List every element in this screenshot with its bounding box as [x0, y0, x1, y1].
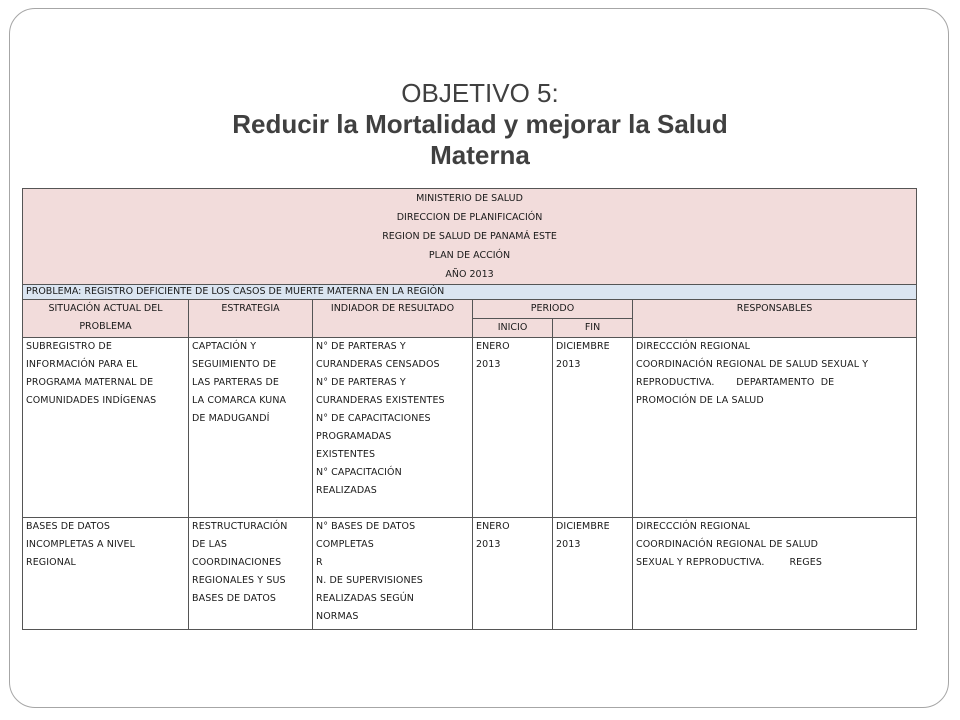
- cell-start: [473, 338, 553, 518]
- table-row: [23, 338, 917, 518]
- cell-line: INCOMPLETAS A NIVEL: [26, 539, 135, 550]
- cell-line: SUBREGISTRO DE: [26, 341, 112, 352]
- cell-situation: [23, 518, 189, 630]
- cell-line: REGIONAL: [26, 557, 76, 568]
- column-situation-line1: SITUACIÓN ACTUAL DEL: [48, 303, 163, 314]
- column-strategy: ESTRATEGIA: [189, 300, 313, 338]
- slide-title: [0, 78, 960, 171]
- cell-line: N° DE CAPACITACIONES: [316, 413, 431, 424]
- cell-line: DIRECCCIÓN REGIONAL: [636, 521, 751, 532]
- cell-line: N° DE PARTERAS Y: [316, 341, 406, 352]
- cell-line: REPRODUCTIVA. DEPARTAMENTO DE: [636, 377, 835, 388]
- cell-line: ENERO: [476, 521, 510, 532]
- cell-line: N° DE PARTERAS Y: [316, 377, 406, 388]
- cell-line: 2013: [556, 359, 581, 370]
- cell-line: REALIZADAS: [316, 485, 377, 496]
- cell-strategy: [189, 338, 313, 518]
- cell-line: DICIEMBRE: [556, 341, 610, 352]
- title-objective: OBJETIVO 5:: [401, 78, 559, 108]
- cell-end: [553, 518, 633, 630]
- cell-line: REALIZADAS SEGÚN: [316, 593, 414, 604]
- cell-line: R: [316, 557, 323, 568]
- cell-line: N° CAPACITACIÓN: [316, 467, 402, 478]
- cell-line: N° BASES DE DATOS: [316, 521, 416, 532]
- cell-line: N. DE SUPERVISIONES: [316, 575, 423, 586]
- header-direction: DIRECCION DE PLANIFICACIÓN: [396, 212, 543, 223]
- cell-line: 2013: [556, 539, 581, 550]
- cell-line: REGIONALES Y SUS: [192, 575, 286, 586]
- cell-line: LAS PARTERAS DE: [192, 377, 279, 388]
- cell-line: COORDINACIÓN REGIONAL DE SALUD: [636, 539, 819, 550]
- table-row: [23, 518, 917, 630]
- table-header-block: [23, 189, 917, 285]
- title-line-2: Reducir la Mortalidad y mejorar la Salud: [232, 109, 728, 139]
- cell-line: CURANDERAS CENSADOS: [316, 359, 440, 370]
- cell-line: DIRECCCIÓN REGIONAL: [636, 341, 751, 352]
- cell-line: PROGRAMA MATERNAL DE: [26, 377, 154, 388]
- cell-line: BASES DE DATOS: [26, 521, 111, 532]
- cell-line: LA COMARCA KUNA: [192, 395, 287, 406]
- cell-responsible: [633, 338, 917, 518]
- cell-responsible: [633, 518, 917, 630]
- cell-strategy: [189, 518, 313, 630]
- cell-line: PROGRAMADAS: [316, 431, 392, 442]
- cell-line: PROMOCIÓN DE LA SALUD: [636, 395, 764, 406]
- column-period: PERIODO: [473, 300, 633, 319]
- cell-line: COORDINACIONES: [192, 557, 282, 568]
- cell-line: ENERO: [476, 341, 510, 352]
- header-plan: PLAN DE ACCIÓN: [428, 250, 511, 261]
- cell-line: CURANDERAS EXISTENTES: [316, 395, 445, 406]
- problem-statement: PROBLEMA: REGISTRO DEFICIENTE DE LOS CASOS DE MUERTE MATERNA EN LA REGIÓN: [23, 285, 917, 300]
- cell-indicator: [313, 518, 473, 630]
- header-year: AÑO 2013: [445, 269, 494, 280]
- cell-start: [473, 518, 553, 630]
- cell-line: DE LAS: [192, 539, 227, 550]
- cell-line: 2013: [476, 539, 501, 550]
- cell-line: 2013: [476, 359, 501, 370]
- cell-line: DE MADUGANDÍ: [192, 413, 270, 424]
- column-situation-line2: PROBLEMA: [79, 321, 132, 332]
- cell-line: BASES DE DATOS: [192, 593, 277, 604]
- cell-line: NORMAS: [316, 611, 359, 622]
- cell-line: RESTRUCTURACIÓN: [192, 521, 288, 532]
- cell-line: DICIEMBRE: [556, 521, 610, 532]
- cell-end: [553, 338, 633, 518]
- cell-situation: [23, 338, 189, 518]
- action-plan-table: [22, 188, 917, 630]
- cell-line: INFORMACIÓN PARA EL: [26, 359, 138, 370]
- cell-line: COMUNIDADES INDÍGENAS: [26, 395, 157, 406]
- cell-line: SEXUAL Y REPRODUCTIVA. REGES: [636, 557, 822, 568]
- cell-line: COORDINACIÓN REGIONAL DE SALUD SEXUAL Y: [636, 359, 869, 370]
- column-indicator: INDIADOR DE RESULTADO: [313, 300, 473, 338]
- cell-line: SEGUIMIENTO DE: [192, 359, 277, 370]
- column-responsible: RESPONSABLES: [633, 300, 917, 338]
- cell-line: EXISTENTES: [316, 449, 376, 460]
- header-region: REGION DE SALUD DE PANAMÁ ESTE: [382, 231, 557, 242]
- column-start: INICIO: [473, 319, 553, 338]
- column-end: FIN: [553, 319, 633, 338]
- cell-line: COMPLETAS: [316, 539, 374, 550]
- title-line-3: Materna: [430, 140, 530, 170]
- cell-line: CAPTACIÓN Y: [192, 341, 257, 352]
- cell-indicator: [313, 338, 473, 518]
- header-ministry: MINISTERIO DE SALUD: [416, 193, 523, 204]
- column-situation: [23, 300, 189, 338]
